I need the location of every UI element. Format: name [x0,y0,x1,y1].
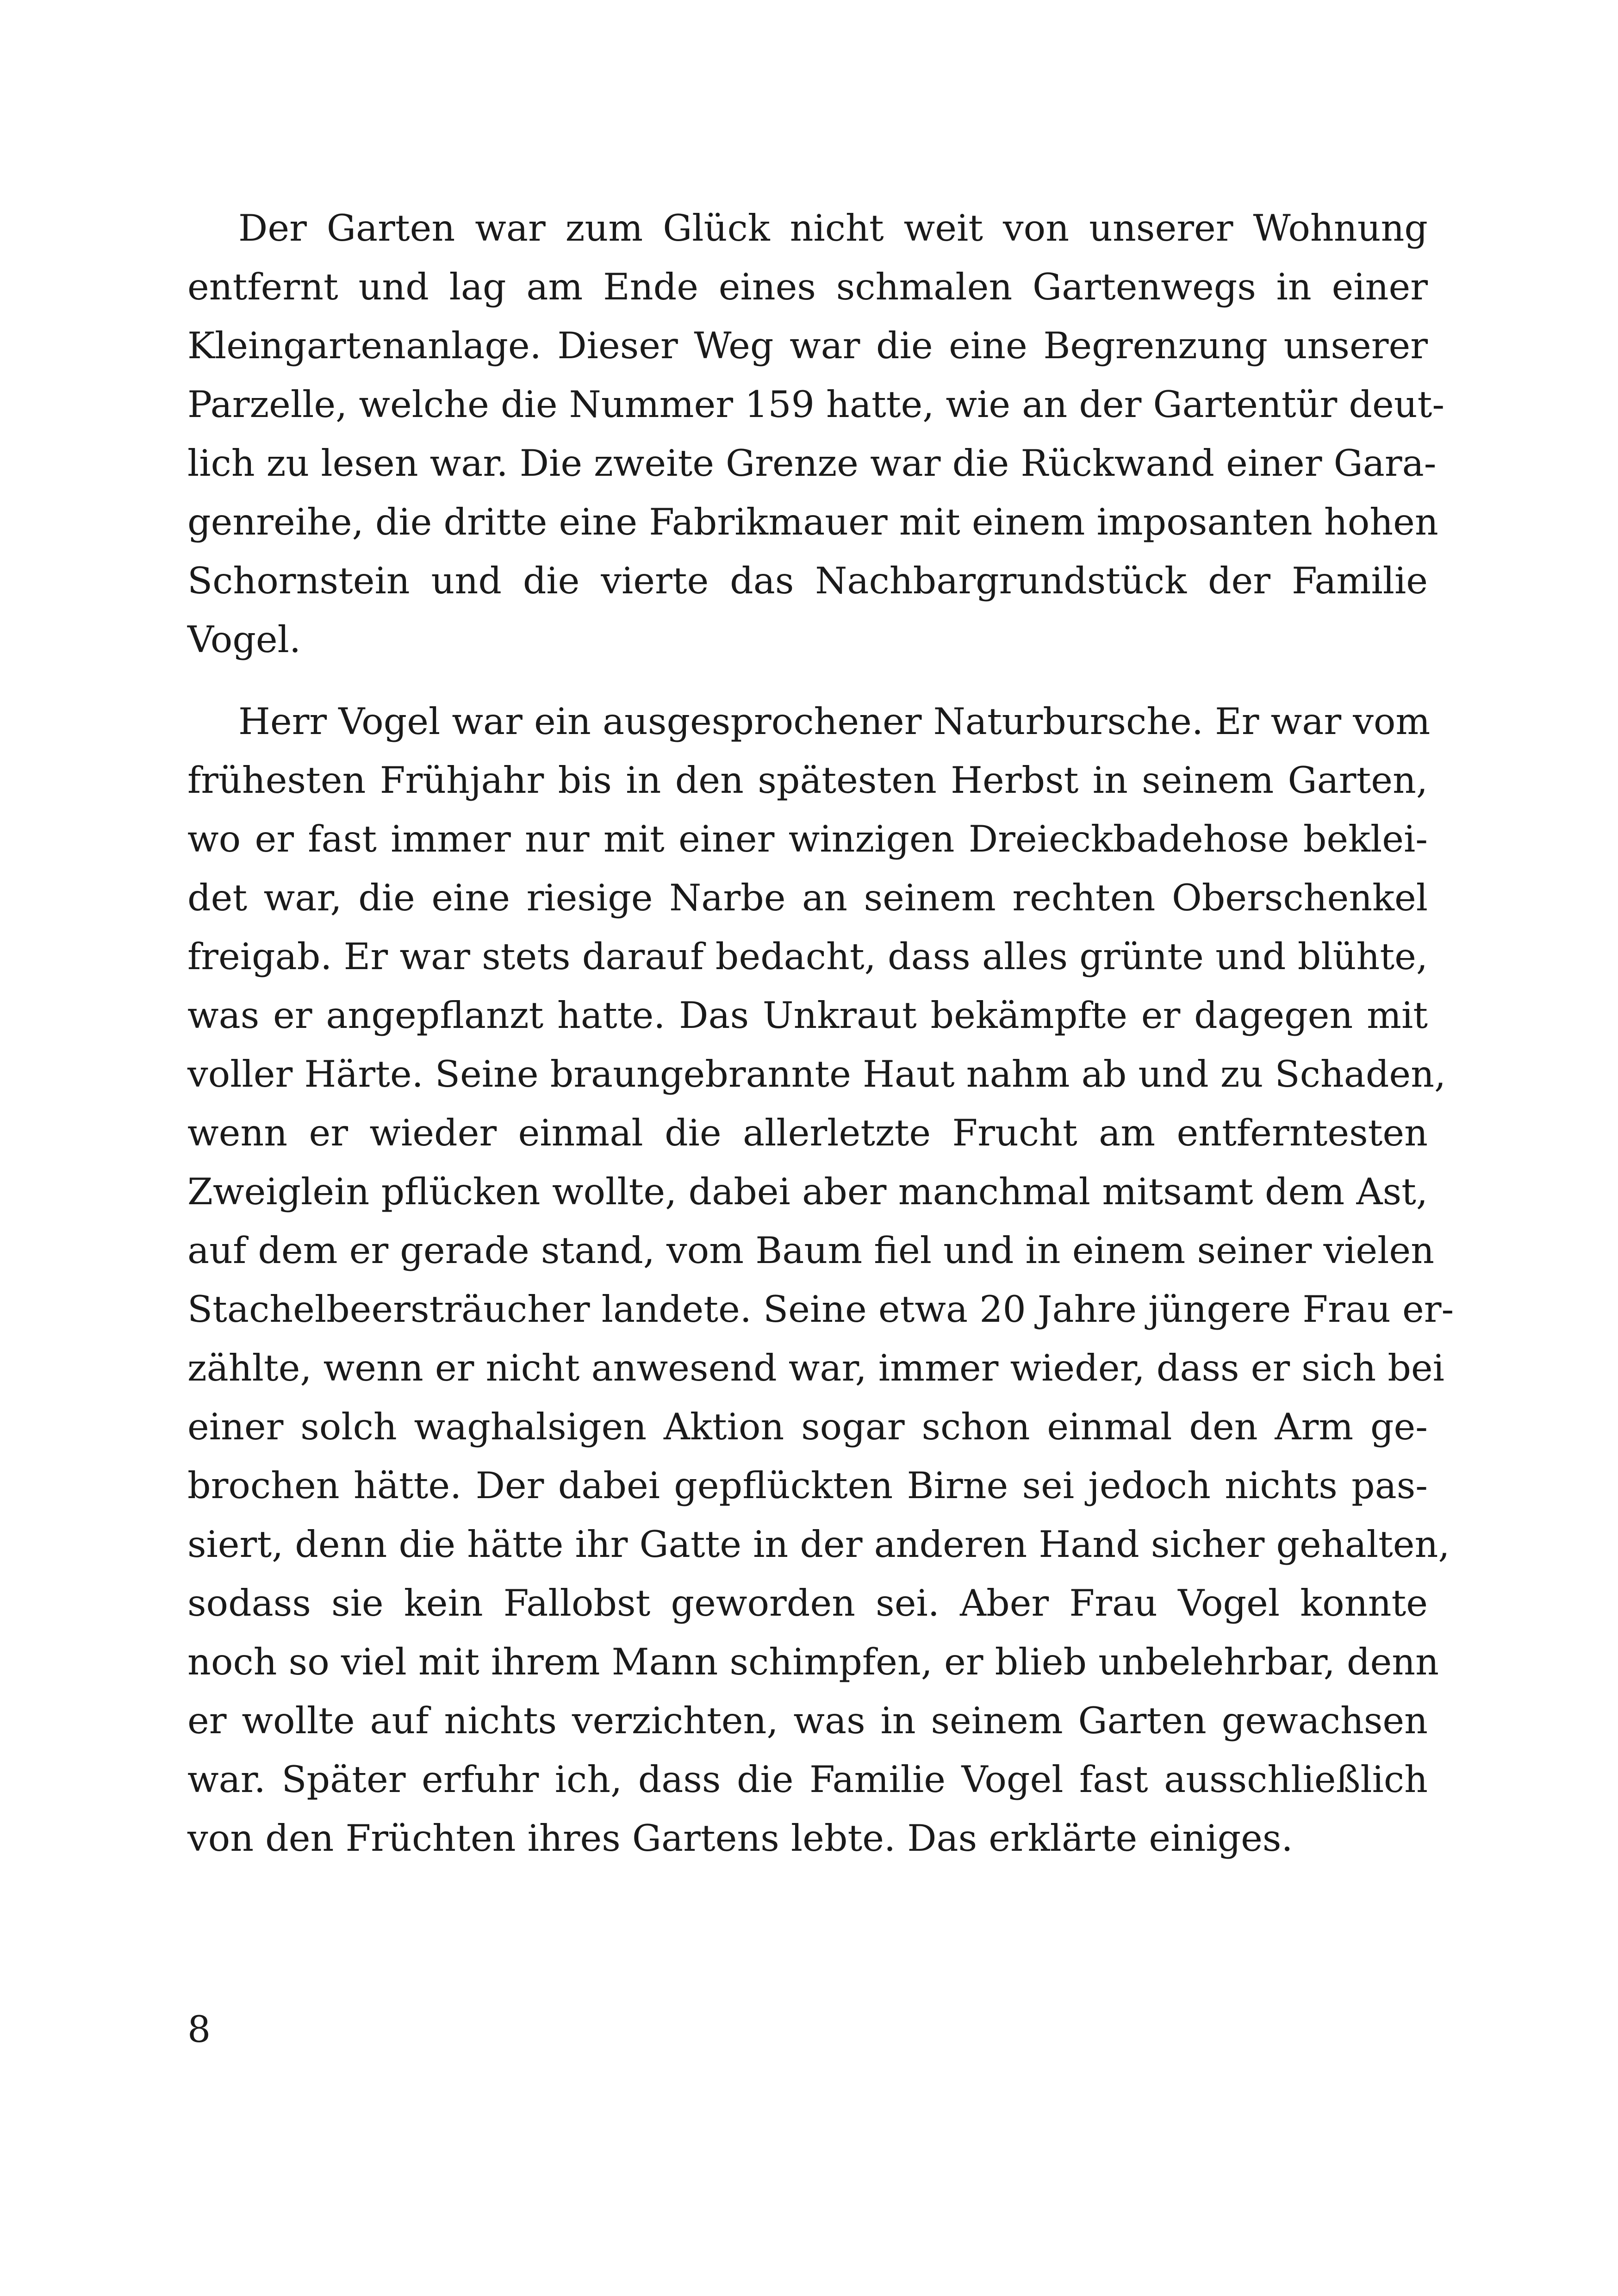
text-line: Schornstein und die vierte das Nachbargrundstück der Familie [187,560,1428,602]
text-line: frühesten Frühjahr bis in den spätesten Herbst in seinem Garten, [187,759,1428,802]
text-line: was er angepflanzt hatte. Das Unkraut bekämpfte er dagegen mit [187,994,1428,1037]
text-line: lich zu lesen war. Die zweite Grenze war die Rückwand einer Gara- [187,442,1437,485]
text-line: zählte, wenn er nicht anwesend war, immer wieder, dass er sich bei [187,1347,1444,1389]
text-line: er wollte auf nichts verzichten, was in seinem Garten gewachsen [187,1699,1428,1742]
text-line: Kleingartenanlage. Dieser Weg war die eine Begrenzung unserer [187,324,1428,367]
body-text [187,199,1454,1868]
text-line: sodass sie kein Fallobst geworden sei. Aber Frau Vogel konnte [187,1582,1428,1624]
paragraph-2 [187,692,1454,1868]
text-line: freigab. Er war stets darauf bedacht, dass alles grünte und blühte, [187,935,1428,978]
text-line: einer solch waghalsigen Aktion sogar schon einmal den Arm ge- [187,1406,1428,1448]
text-line: genreihe, die dritte eine Fabrikmauer mit einem imposanten hohen [187,501,1438,543]
text-line: wenn er wieder einmal die allerletzte Frucht am entferntesten [187,1112,1428,1154]
text-line: voller Härte. Seine braungebrannte Haut nahm ab und zu Schaden, [187,1053,1446,1095]
text-line: Der Garten war zum Glück nicht weit von unserer Wohnung [238,207,1428,249]
text-line: wo er fast immer nur mit einer winzigen Dreieckbadehose beklei- [187,818,1428,860]
text-line: siert, denn die hätte ihr Gatte in der anderen Hand sicher gehalten, [187,1523,1450,1566]
text-line: auf dem er gerade stand, vom Baum fiel und in einem seiner vielen [187,1229,1435,1272]
text-line: Herr Vogel war ein ausgesprochener Naturbursche. Er war vom [238,700,1431,743]
text-line: war. Später erfuhr ich, dass die Familie Vogel fast ausschließlich [187,1758,1428,1801]
paragraph-1 [187,199,1445,669]
text-line: von den Früchten ihres Gartens lebte. Das erklärte einiges. [187,1817,1293,1860]
text-line: Parzelle, welche die Nummer 159 hatte, wie an der Gartentür deut- [187,383,1445,426]
text-line: Vogel. [187,618,301,661]
text-line: entfernt und lag am Ende eines schmalen Gartenwegs in einer [187,266,1428,308]
page-number: 8 [187,2008,211,2051]
paragraph-spacer [187,669,1428,692]
text-line: Zweiglein pflücken wollte, dabei aber manchmal mitsamt dem Ast, [187,1170,1428,1213]
text-line: det war, die eine riesige Narbe an seinem rechten Oberschenkel [187,877,1428,919]
text-line: noch so viel mit ihrem Mann schimpfen, er blieb unbelehrbar, denn [187,1641,1439,1683]
text-line: brochen hätte. Der dabei gepflückten Birne sei jedoch nichts pas- [187,1464,1428,1507]
text-line: Stachelbeersträucher landete. Seine etwa 20 Jahre jüngere Frau er- [187,1288,1454,1331]
